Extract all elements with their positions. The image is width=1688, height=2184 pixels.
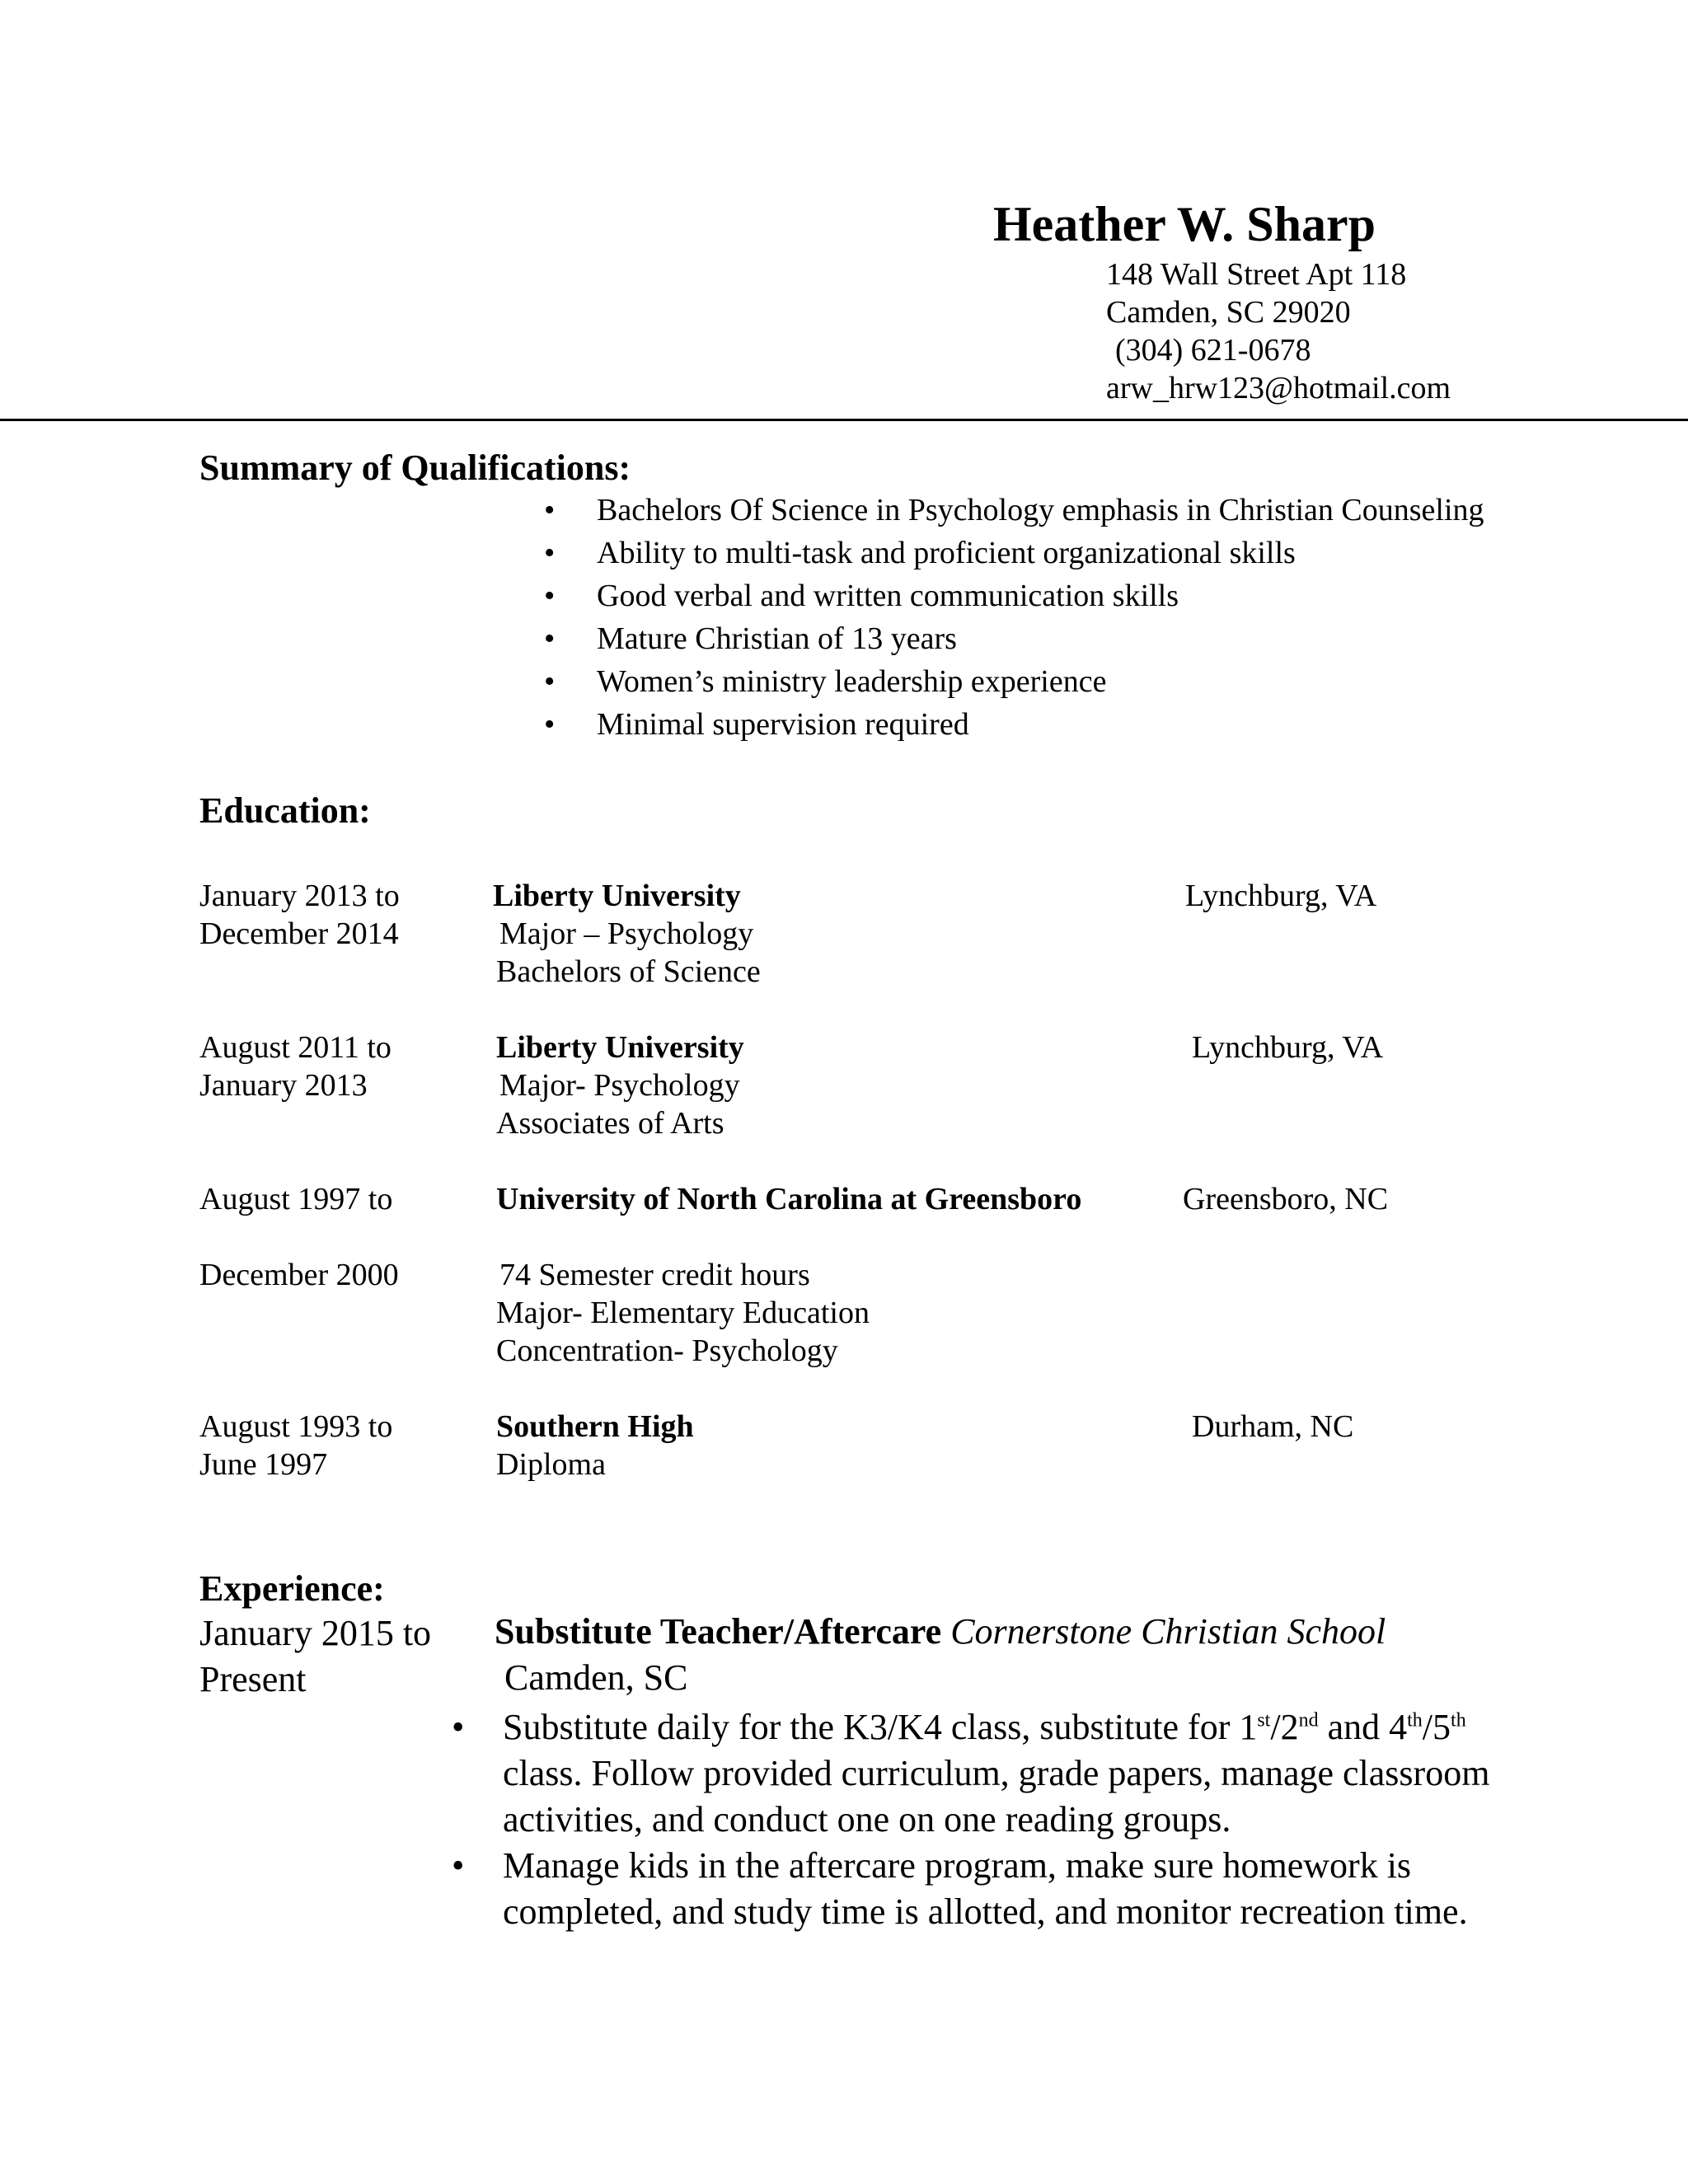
list-item: • Bachelors Of Science in Psychology emphasis in Christian Counseling: [544, 493, 1484, 527]
duty-text: Substitute daily for the K3/K4 class, substitute for 1st/2nd and 4th/5th class. Follow provided curriculum, grade papers, manage classroom activities, and conduct one on one reading groups.: [503, 1707, 1490, 1840]
school-name: Southern High: [496, 1409, 694, 1444]
school-location: Lynchburg, VA: [1185, 879, 1377, 913]
education-details: Major- Psychology Associates of Arts: [496, 1068, 740, 1141]
school-location: Greensboro, NC: [1183, 1182, 1389, 1216]
bullet-icon: •: [544, 664, 556, 699]
list-item: [452, 1704, 1507, 1843]
bullet-icon: •: [452, 1845, 465, 1886]
job-location: Camden, SC: [504, 1657, 688, 1698]
phone-number: (304) 621-0678: [1115, 333, 1311, 368]
education-dates: August 2011 to January 2013: [199, 1030, 392, 1103]
list-item: • Women’s ministry leadership experience: [544, 664, 1107, 699]
summary-heading: Summary of Qualifications:: [199, 448, 631, 488]
school-location: Durham, NC: [1192, 1409, 1354, 1444]
bullet-icon: •: [544, 536, 556, 570]
education-heading: Education:: [199, 790, 371, 831]
address-line-2: Camden, SC 29020: [1106, 295, 1351, 330]
school-name: University of North Carolina at Greensboro: [496, 1182, 1082, 1216]
education-details: Diploma: [496, 1447, 606, 1482]
bullet-icon: •: [544, 579, 556, 613]
education-dates: August 1997 to December 2000: [199, 1182, 399, 1292]
list-item: • Ability to multi-task and proficient organizational skills: [544, 536, 1296, 570]
experience-heading: Experience:: [199, 1568, 385, 1609]
job-title-line: [495, 1610, 1386, 1652]
duty-text: Manage kids in the aftercare program, make sure homework is completed, and study time is allotted, and monitor recreation time.: [503, 1845, 1468, 1932]
bullet-icon: •: [544, 621, 556, 656]
education-dates: January 2013 to December 2014: [199, 879, 400, 951]
school-name: Liberty University: [493, 879, 741, 913]
job-duties-list: [452, 1704, 1507, 1935]
employer-name: Cornerstone Christian School: [950, 1611, 1386, 1652]
bullet-icon: •: [544, 707, 556, 742]
email-address: arw_hrw123@hotmail.com: [1106, 371, 1451, 405]
address-line-1: 148 Wall Street Apt 118: [1106, 257, 1407, 292]
resume-name: Heather W. Sharp: [993, 197, 1376, 251]
bullet-icon: •: [452, 1707, 465, 1747]
list-item: • Good verbal and written communication skills: [544, 579, 1179, 613]
education-dates: August 1993 to June 1997: [199, 1409, 393, 1482]
job-title: Substitute Teacher/Aftercare: [495, 1611, 942, 1652]
list-item: [452, 1843, 1507, 1935]
school-location: Lynchburg, VA: [1192, 1030, 1384, 1065]
bullet-icon: •: [544, 493, 556, 527]
qualifications-list: [544, 491, 1533, 748]
education-details: Major – Psychology Bachelors of Science: [496, 916, 761, 989]
experience-date-start: January 2015 to: [199, 1613, 432, 1653]
list-item: • Mature Christian of 13 years: [544, 621, 957, 656]
header-divider: [0, 419, 1688, 421]
list-item: • Minimal supervision required: [544, 707, 969, 742]
experience-date-end: Present: [199, 1659, 307, 1699]
school-name: Liberty University: [496, 1030, 744, 1065]
education-details: 74 Semester credit hours Major- Elementary Education Concentration- Psychology: [496, 1258, 870, 1368]
